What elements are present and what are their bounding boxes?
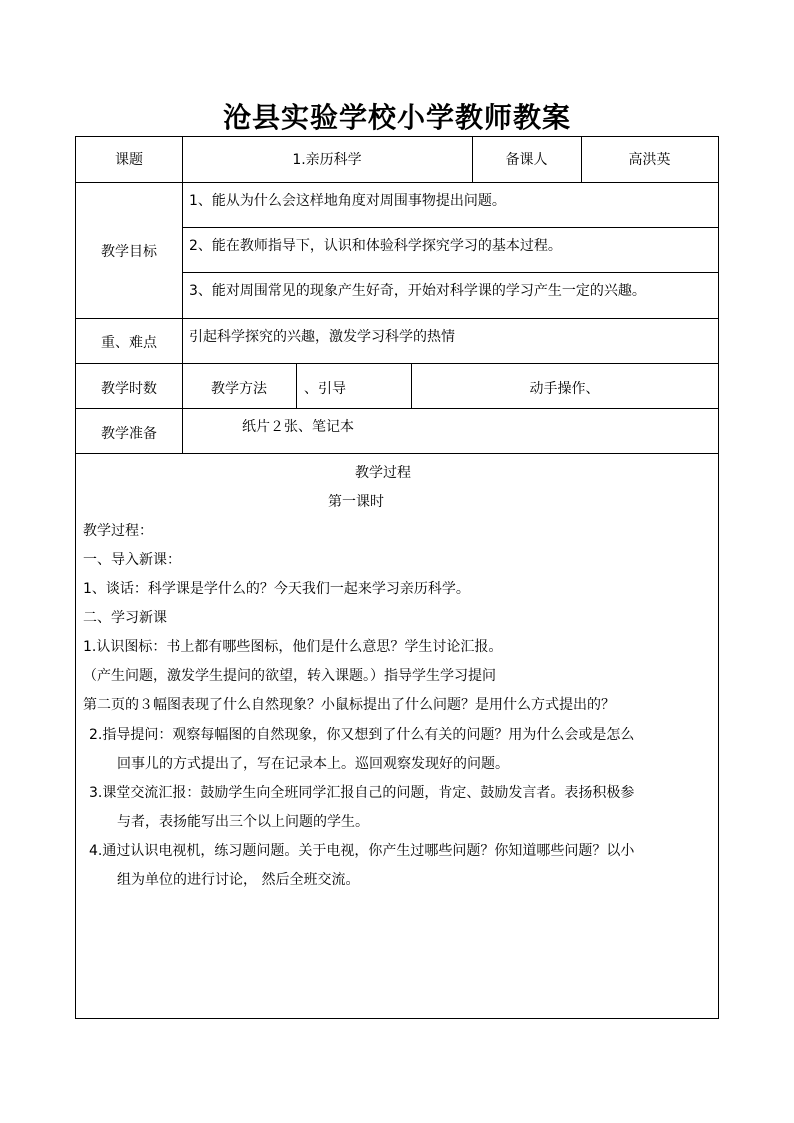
process-heading: 教学过程	[355, 465, 411, 481]
method-hands-on: 动手操作、	[529, 381, 600, 397]
objective-item-3: 3、能对周围常见的现象产生好奇，开始对科学课的学习产生一定的兴趣。	[189, 283, 646, 299]
session-title: 第一课时	[328, 494, 384, 510]
hours-label: 教学时数	[101, 381, 157, 397]
process-line: （产生问题，激发学生提问的欲望，转入课题。）指导学生学习提问	[83, 668, 496, 684]
prep-label: 教学准备	[101, 426, 157, 442]
objective-item-2: 2、能在教师指导下，认识和体验科学探究学习的基本过程。	[189, 238, 562, 254]
key-points-label: 重、难点	[101, 335, 157, 351]
prep-value: 纸片２张、笔记本	[242, 419, 354, 435]
document-title: 沧县实验学校小学教师教案	[222, 101, 571, 134]
row-divider	[76, 182, 718, 183]
process-line: 第二页的３幅图表现了什么自然现象？小鼠标提出了什么问题？是用什么方式提出的？	[83, 697, 615, 713]
process-line: 与者，表扬能写出三个以上问题的学生。	[117, 814, 369, 830]
subject-label: 课题	[115, 152, 143, 168]
row-divider	[76, 453, 718, 454]
objectives-label: 教学目标	[101, 244, 157, 260]
process-line: 一、导入新课：	[83, 552, 181, 568]
method-guide: 、引导	[304, 381, 346, 397]
row-divider	[182, 227, 718, 228]
lesson-plan-table	[75, 136, 719, 1019]
process-line: 回事儿的方式提出了，写在记录本上。巡回观察发现好的问题。	[117, 756, 509, 772]
process-line: 3.课堂交流汇报：鼓励学生向全班同学汇报自己的问题，肯定、鼓励发言者。表扬积极参	[89, 785, 635, 801]
process-line: 4.通过认识电视机，练习题问题。关于电视，你产生过哪些问题？你知道哪些问题？以小	[89, 843, 635, 859]
process-line: 组为单位的进行讨论， 然后全班交流。	[117, 872, 360, 888]
preparer-label: 备课人	[505, 152, 548, 168]
preparer-value: 高洪英	[628, 152, 671, 168]
process-line: 教学过程：	[83, 523, 153, 539]
row-divider	[182, 272, 718, 273]
row-divider	[76, 318, 718, 319]
key-points-value: 引起科学探究的兴趣，激发学习科学的热情	[189, 329, 455, 345]
process-line: 二、学习新课	[83, 610, 167, 626]
subject-value: 1.亲历科学	[292, 152, 362, 168]
row-divider	[76, 408, 718, 409]
column-divider	[296, 363, 297, 408]
process-line: 1、谈话：科学课是学什么的？今天我们一起来学习亲历科学。	[83, 581, 470, 597]
method-label: 教学方法	[211, 381, 267, 397]
row-divider	[76, 363, 718, 364]
column-divider	[182, 137, 183, 453]
objective-item-1: 1、能从为什么会这样地角度对周围事物提出问题。	[189, 193, 506, 209]
process-line: 1.认识图标：书上都有哪些图标，他们是什么意思？学生讨论汇报。	[83, 639, 503, 655]
process-line: 2.指导提问：观察每幅图的自然现象，你又想到了什么有关的问题？用为什么会或是怎么	[89, 727, 635, 743]
